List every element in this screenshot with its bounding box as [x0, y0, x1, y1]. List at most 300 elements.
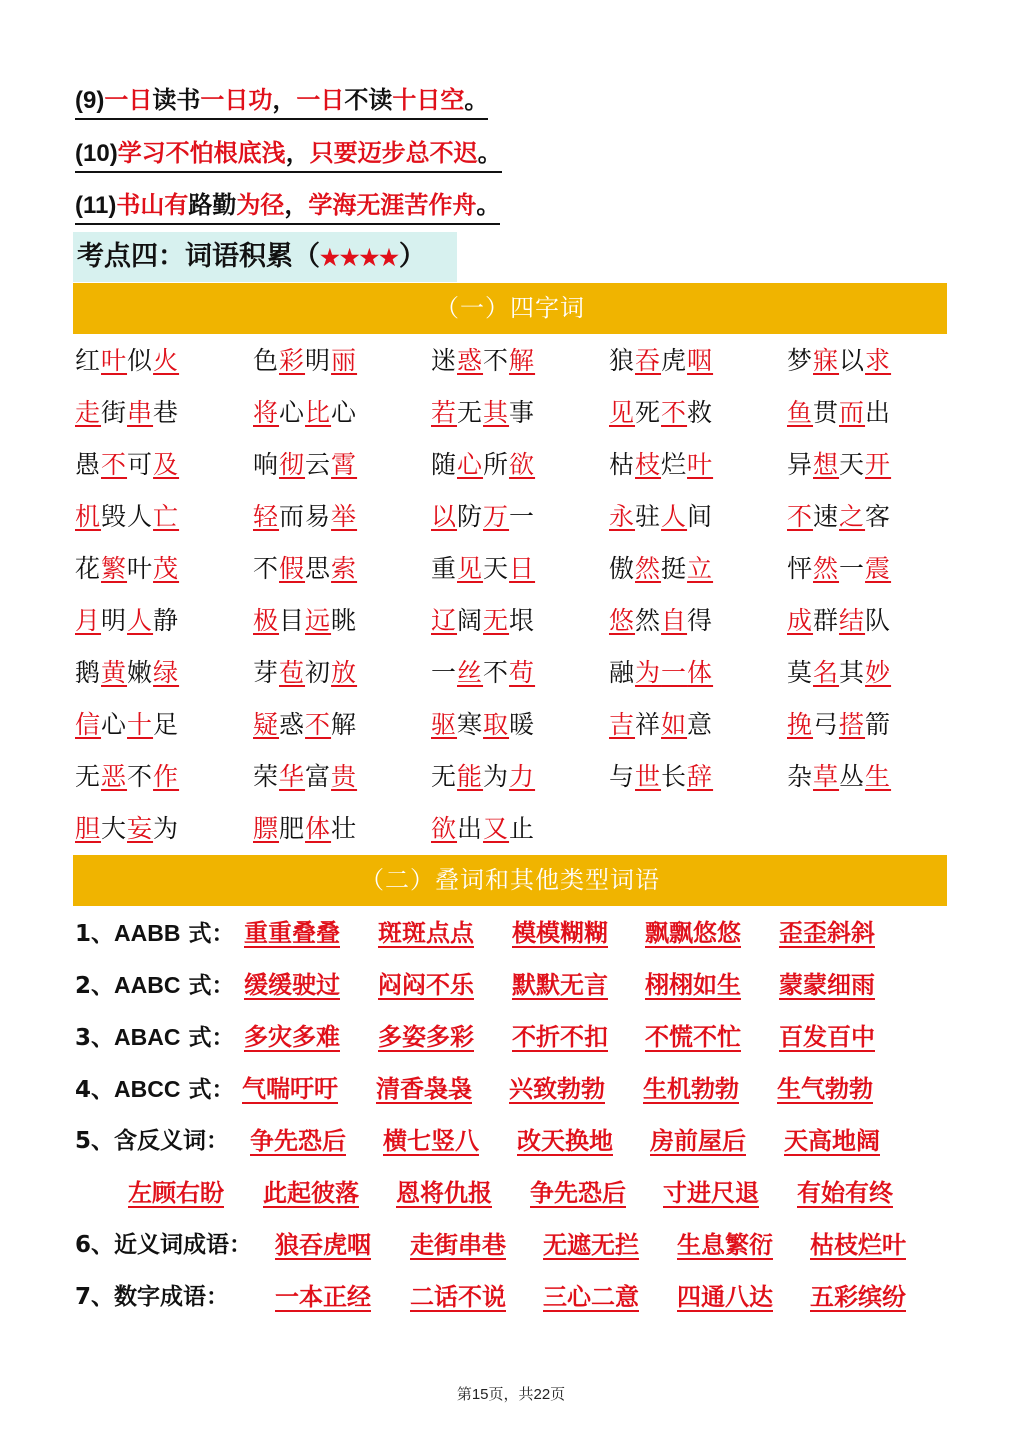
idiom-char: 不 [127, 762, 154, 791]
idiom-char: 体 [687, 658, 714, 687]
idiom [75, 344, 179, 378]
label-number: 3、 [75, 1025, 115, 1051]
idiom-char: 天 [839, 450, 866, 479]
idiom-char: 莫 [787, 658, 814, 687]
idiom-char: 其 [839, 658, 866, 687]
idiom-char: 易 [305, 502, 332, 531]
proverb-segment: 学海无涯苦作舟 [308, 191, 477, 219]
idiom-char: 震 [865, 554, 892, 583]
proverb-line [75, 82, 488, 120]
idiom [787, 448, 891, 482]
idiom-char: 明 [101, 606, 128, 635]
idiom [253, 500, 357, 534]
idiom-char: 速 [813, 502, 840, 531]
idiom-char: 丛 [839, 762, 866, 791]
idiom-row [75, 336, 955, 388]
label-pattern: AABB [114, 920, 181, 946]
idiom-char: 驻 [635, 502, 662, 531]
label-text: 近义词成语： [114, 1232, 253, 1258]
idiom-char: 取 [483, 710, 510, 739]
example-word: 争先恐后 [250, 1127, 346, 1155]
idiom [431, 760, 535, 794]
idiom [253, 812, 357, 846]
idiom-char: 街 [101, 398, 128, 427]
proverb-line [75, 187, 500, 225]
idiom-char: 为 [635, 658, 662, 687]
idiom-char: 防 [457, 502, 484, 531]
idiom [253, 760, 357, 794]
idiom-char: 繁 [101, 554, 128, 583]
example-word: 生气勃勃 [777, 1075, 873, 1103]
idiom-char: 万 [483, 502, 510, 531]
proverb-segment: 为径 [236, 191, 285, 219]
idiom [787, 760, 891, 794]
idiom-char: 烂 [661, 450, 688, 479]
label-text: 式： [180, 1077, 235, 1103]
idiom-char: 搭 [839, 710, 866, 739]
example-word: 缓缓驶过 [244, 971, 340, 999]
idiom-char: 梦 [787, 346, 814, 375]
idiom-char: 然 [813, 554, 840, 583]
idiom-char: 惑 [457, 346, 484, 375]
example-word: 重重叠叠 [244, 919, 340, 947]
idiom-char: 队 [865, 606, 892, 635]
word-type-label [75, 1069, 234, 1110]
idiom-char: 无 [483, 606, 510, 635]
proverb-segment: ， [285, 139, 310, 167]
idiom-char: 能 [457, 762, 484, 791]
proverb-segment: 一日功 [200, 86, 273, 114]
example-word: 争先恐后 [530, 1179, 626, 1207]
idiom-char: 响 [253, 450, 280, 479]
idiom-char: 暖 [509, 710, 536, 739]
idiom-char: 目 [279, 606, 306, 635]
idiom-char: 不 [253, 554, 280, 583]
idiom-char: 壮 [331, 814, 358, 843]
idiom-row [75, 648, 955, 700]
idiom-char: 欲 [431, 814, 458, 843]
idiom [609, 656, 713, 690]
idiom-grid [75, 336, 955, 856]
proverb-segment: 读书 [152, 86, 201, 114]
label-number: 2、 [75, 973, 115, 999]
idiom-char: 亡 [153, 502, 180, 531]
idiom-char: 永 [609, 502, 636, 531]
example-word: 五彩缤纷 [810, 1283, 906, 1311]
idiom-char: 贵 [331, 762, 358, 791]
kaodian-close: ） [398, 241, 426, 272]
idiom [253, 708, 357, 742]
idiom-char: 富 [305, 762, 332, 791]
idiom [609, 604, 713, 638]
idiom-char: 辽 [431, 606, 458, 635]
idiom-char: 垠 [509, 606, 536, 635]
idiom-char: 杂 [787, 762, 814, 791]
idiom-char: 日 [509, 554, 536, 583]
example-word: 生机勃勃 [643, 1075, 739, 1103]
idiom-char: 事 [509, 398, 536, 427]
idiom-char: 可 [127, 450, 154, 479]
idiom [431, 604, 535, 638]
idiom-char: 箭 [865, 710, 892, 739]
proverb-segment: 。 [464, 86, 489, 114]
idiom-char: 无 [75, 762, 102, 791]
idiom [609, 760, 713, 794]
idiom-char: 举 [331, 502, 358, 531]
idiom [75, 812, 179, 846]
idiom-char: 而 [839, 398, 866, 427]
idiom-char: 出 [457, 814, 484, 843]
word-type-label [75, 1121, 229, 1161]
idiom-char: 悠 [609, 606, 636, 635]
example-word: 左顾右盼 [128, 1179, 224, 1207]
label-pattern: ABAC [114, 1024, 181, 1050]
idiom-char: 霄 [331, 450, 358, 479]
idiom-char: 意 [687, 710, 714, 739]
idiom-char: 一 [839, 554, 866, 583]
idiom-char: 将 [253, 398, 280, 427]
idiom-char: 而 [279, 502, 306, 531]
idiom [787, 500, 891, 534]
idiom-char: 不 [483, 658, 510, 687]
idiom [609, 344, 713, 378]
idiom-char: 华 [279, 762, 306, 791]
proverb-segment: 只要迈步总不迟 [309, 139, 478, 167]
idiom-char: 作 [153, 762, 180, 791]
idiom-char: 红 [75, 346, 102, 375]
idiom-char: 体 [305, 814, 332, 843]
word-type-row [75, 1173, 955, 1213]
idiom-char: 寒 [457, 710, 484, 739]
idiom [431, 344, 535, 378]
idiom-char: 贯 [813, 398, 840, 427]
idiom-char: 妙 [865, 658, 892, 687]
idiom-row [75, 700, 955, 752]
idiom-char: 极 [253, 606, 280, 635]
idiom-char: 傲 [609, 554, 636, 583]
example-word: 百发百中 [779, 1023, 875, 1051]
idiom-char: 重 [431, 554, 458, 583]
idiom-char: 初 [305, 658, 332, 687]
idiom [253, 396, 357, 430]
idiom [253, 604, 357, 638]
idiom-char: 苞 [279, 658, 306, 687]
idiom-char: 及 [153, 450, 180, 479]
idiom-char: 毁 [101, 502, 128, 531]
idiom [75, 500, 179, 534]
label-pattern: AABC [114, 972, 181, 998]
idiom-char: 见 [457, 554, 484, 583]
idiom-char: 又 [483, 814, 510, 843]
word-type-row [75, 1277, 955, 1317]
idiom-char: 祥 [635, 710, 662, 739]
idiom-char: 然 [635, 606, 662, 635]
idiom-char: 疑 [253, 710, 280, 739]
example-word: 栩栩如生 [645, 971, 741, 999]
idiom-char: 巷 [153, 398, 180, 427]
idiom-char: 为 [483, 762, 510, 791]
idiom-char: 驱 [431, 710, 458, 739]
idiom-char: 之 [839, 502, 866, 531]
example-word: 生息繁衍 [677, 1231, 773, 1259]
idiom-char: 挽 [787, 710, 814, 739]
idiom-char: 妄 [127, 814, 154, 843]
idiom-char: 止 [509, 814, 536, 843]
idiom-char: 所 [483, 450, 510, 479]
idiom-char: 异 [787, 450, 814, 479]
idiom [609, 708, 713, 742]
idiom-char: 远 [305, 606, 332, 635]
example-word: 走街串巷 [410, 1231, 506, 1259]
example-word: 恩将仇报 [396, 1179, 492, 1207]
idiom-char: 怦 [787, 554, 814, 583]
idiom-char: 走 [75, 398, 102, 427]
idiom [431, 500, 535, 534]
idiom-char: 不 [483, 346, 510, 375]
idiom [787, 552, 891, 586]
idiom-char: 迷 [431, 346, 458, 375]
idiom-char: 大 [101, 814, 128, 843]
idiom-char: 求 [865, 346, 892, 375]
idiom [609, 448, 713, 482]
idiom-char: 结 [839, 606, 866, 635]
example-word: 默默无言 [512, 971, 608, 999]
idiom-char: 开 [865, 450, 892, 479]
idiom-char: 救 [687, 398, 714, 427]
proverb-segment: 。 [477, 139, 502, 167]
idiom-char: 不 [101, 450, 128, 479]
idiom [253, 552, 357, 586]
example-word: 改天换地 [517, 1127, 613, 1155]
idiom-char: 欲 [509, 450, 536, 479]
example-word: 气喘吁吁 [242, 1075, 338, 1103]
proverb-segment: 书山有 [116, 191, 189, 219]
example-word: 此起彼落 [263, 1179, 359, 1207]
idiom-char: 心 [101, 710, 128, 739]
idiom-char: 假 [279, 554, 306, 583]
proverb-number: (11) [75, 192, 117, 219]
idiom-char: 不 [787, 502, 814, 531]
idiom-char: 挺 [661, 554, 688, 583]
idiom-char: 解 [331, 710, 358, 739]
idiom-row [75, 752, 955, 804]
example-word: 斑斑点点 [378, 919, 474, 947]
idiom-char: 恶 [101, 762, 128, 791]
example-word: 模模糊糊 [512, 919, 608, 947]
proverb-segment: 不读 [344, 86, 393, 114]
idiom-char: 长 [661, 762, 688, 791]
idiom [431, 656, 535, 690]
kaodian-title: 考点四：词语积累（ [77, 241, 320, 272]
idiom-char: 人 [127, 502, 154, 531]
idiom [609, 552, 713, 586]
idiom-char: 轻 [253, 502, 280, 531]
idiom-char: 火 [153, 346, 180, 375]
idiom-char: 一 [661, 658, 688, 687]
idiom-char: 似 [127, 346, 154, 375]
idiom-char: 枝 [635, 450, 662, 479]
idiom-char: 月 [75, 606, 102, 635]
label-number: 1、 [75, 921, 115, 947]
example-word: 无遮无拦 [543, 1231, 639, 1259]
idiom-row [75, 440, 955, 492]
idiom-char: 思 [305, 554, 332, 583]
idiom-row [75, 388, 955, 440]
example-word: 横七竖八 [383, 1127, 479, 1155]
idiom-char: 云 [305, 450, 332, 479]
idiom-char: 叶 [127, 554, 154, 583]
idiom-char: 间 [687, 502, 714, 531]
label-text: 含反义词： [114, 1128, 230, 1154]
idiom-char: 色 [253, 346, 280, 375]
example-word: 多姿多彩 [378, 1023, 474, 1051]
idiom [75, 708, 179, 742]
idiom-char: 心 [279, 398, 306, 427]
idiom [75, 396, 179, 430]
idiom-char: 黄 [101, 658, 128, 687]
idiom-char: 以 [431, 502, 458, 531]
word-type-row [75, 1225, 955, 1265]
section-bar-four-char: （一）四字词 [73, 283, 947, 334]
idiom [787, 344, 891, 378]
idiom-char: 无 [457, 398, 484, 427]
idiom-char: 静 [153, 606, 180, 635]
idiom [609, 396, 713, 430]
idiom-char: 得 [687, 606, 714, 635]
idiom-char: 枯 [609, 450, 636, 479]
idiom-char: 人 [661, 502, 688, 531]
idiom-char: 肥 [279, 814, 306, 843]
idiom [75, 656, 179, 690]
idiom-char: 惑 [279, 710, 306, 739]
idiom-char: 咽 [687, 346, 714, 375]
word-type-row [75, 1017, 955, 1057]
idiom-char: 心 [457, 450, 484, 479]
idiom-char: 与 [609, 762, 636, 791]
idiom [431, 708, 535, 742]
example-word: 清香袅袅 [376, 1075, 472, 1103]
word-type-label [75, 1225, 252, 1265]
idiom [431, 448, 535, 482]
idiom [609, 500, 713, 534]
example-word: 多灾多难 [244, 1023, 340, 1051]
idiom [253, 448, 357, 482]
idiom-char: 叶 [101, 346, 128, 375]
example-word: 飘飘悠悠 [645, 919, 741, 947]
idiom-char: 花 [75, 554, 102, 583]
example-word: 不折不扣 [512, 1023, 608, 1051]
idiom-char: 明 [305, 346, 332, 375]
idiom-char: 吞 [635, 346, 662, 375]
idiom-char: 成 [787, 606, 814, 635]
label-number: 5、 [75, 1128, 115, 1154]
idiom-char: 然 [635, 554, 662, 583]
idiom-char: 辞 [687, 762, 714, 791]
idiom-char: 自 [661, 606, 688, 635]
idiom-char: 为 [153, 814, 180, 843]
word-type-row [75, 1121, 955, 1161]
example-word: 不慌不忙 [645, 1023, 741, 1051]
proverb-segment: 。 [476, 191, 501, 219]
example-word: 二话不说 [410, 1283, 506, 1311]
idiom [431, 552, 535, 586]
idiom-char: 随 [431, 450, 458, 479]
idiom-char: 客 [865, 502, 892, 531]
idiom [787, 604, 891, 638]
idiom-char: 愚 [75, 450, 102, 479]
example-word: 枯枝烂叶 [810, 1231, 906, 1259]
idiom-char: 想 [813, 450, 840, 479]
label-text: 式： [180, 921, 235, 947]
idiom-char: 狼 [609, 346, 636, 375]
idiom-char: 苟 [509, 658, 536, 687]
proverb-segment: ， [284, 191, 309, 219]
idiom-char: 机 [75, 502, 102, 531]
example-word: 房前屋后 [650, 1127, 746, 1155]
word-type-row [75, 1069, 955, 1109]
proverb-number: (10) [75, 140, 118, 167]
idiom-char: 叶 [687, 450, 714, 479]
proverb-segment: 路勤 [188, 191, 237, 219]
idiom-char: 见 [609, 398, 636, 427]
idiom-char: 信 [75, 710, 102, 739]
idiom-char: 解 [509, 346, 536, 375]
idiom-row [75, 596, 955, 648]
idiom-char: 足 [153, 710, 180, 739]
idiom-char: 出 [865, 398, 892, 427]
proverb-segment: ， [272, 86, 297, 114]
example-word: 兴致勃勃 [509, 1075, 605, 1103]
idiom [787, 656, 891, 690]
idiom-char: 虎 [661, 346, 688, 375]
idiom-char: 串 [127, 398, 154, 427]
idiom [431, 396, 535, 430]
idiom [75, 552, 179, 586]
idiom [75, 448, 179, 482]
idiom-char: 立 [687, 554, 714, 583]
idiom-char: 鹅 [75, 658, 102, 687]
idiom-char: 世 [635, 762, 662, 791]
idiom-char: 芽 [253, 658, 280, 687]
example-word: 一本正经 [275, 1283, 371, 1311]
idiom [787, 708, 891, 742]
proverb-line [75, 135, 502, 173]
example-word: 天高地阔 [784, 1127, 880, 1155]
section-heading-kaodian [73, 232, 457, 282]
word-type-row [75, 913, 955, 953]
label-number: 7、 [75, 1284, 115, 1310]
idiom-char: 一 [431, 658, 458, 687]
idiom-char: 若 [431, 398, 458, 427]
label-number: 6、 [75, 1232, 115, 1258]
idiom-char: 彻 [279, 450, 306, 479]
idiom-char: 嫩 [127, 658, 154, 687]
example-word: 四通八达 [677, 1283, 773, 1311]
idiom-char: 人 [127, 606, 154, 635]
example-word: 狼吞虎咽 [275, 1231, 371, 1259]
idiom-char: 眺 [331, 606, 358, 635]
proverb-segment: 一日 [104, 86, 153, 114]
idiom-char: 生 [865, 762, 892, 791]
example-word: 三心二意 [543, 1283, 639, 1311]
idiom-char: 力 [509, 762, 536, 791]
idiom-char: 不 [305, 710, 332, 739]
example-word: 蒙蒙细雨 [779, 971, 875, 999]
idiom-char: 绿 [153, 658, 180, 687]
idiom-char: 融 [609, 658, 636, 687]
idiom-char: 索 [331, 554, 358, 583]
idiom-char: 一 [509, 502, 536, 531]
